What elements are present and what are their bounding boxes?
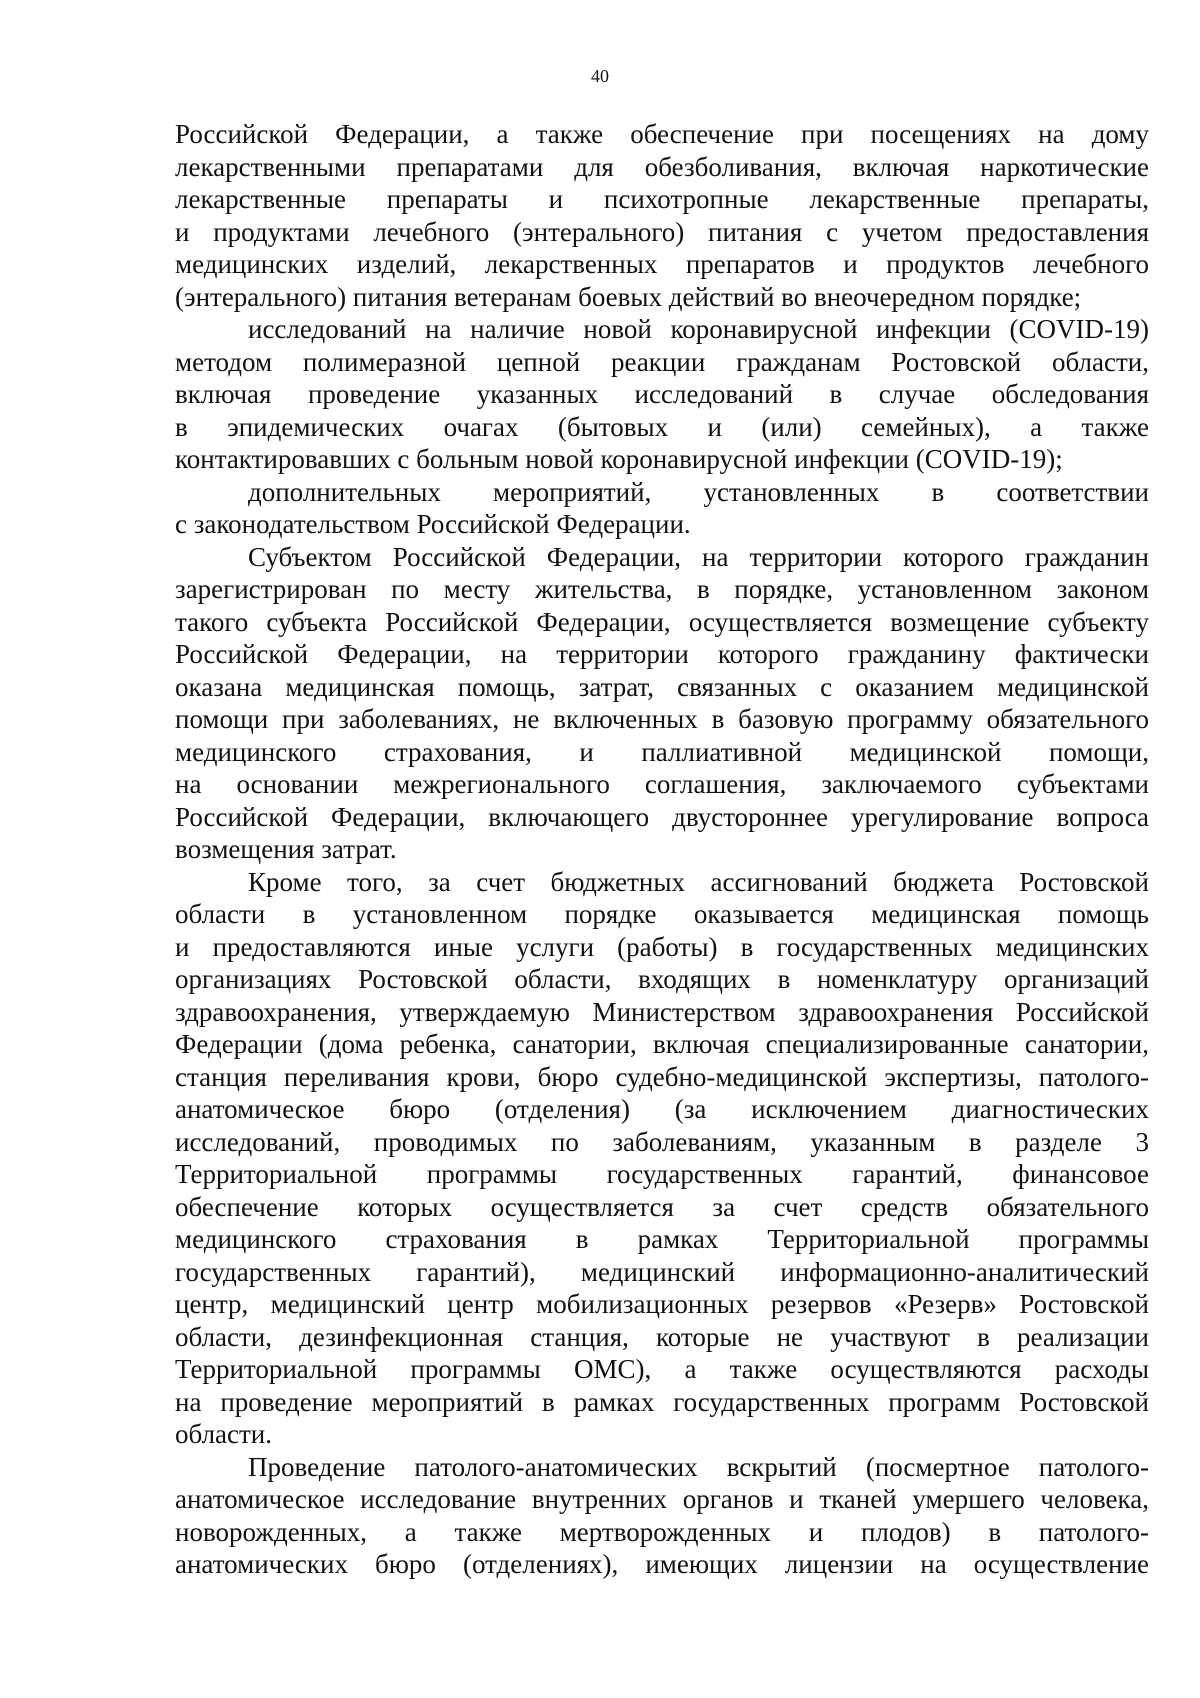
text-line: центр, медицинский центр мобилизационных резервов «Резерв» Ростовской bbox=[175, 1289, 1149, 1319]
text-line: анатомических бюро (отделениях), имеющих лицензии на осуществление bbox=[175, 1549, 1149, 1579]
text-line: дополнительных мероприятий, установленных в соответствии bbox=[248, 476, 1149, 507]
text-line: такого субъекта Российской Федерации, осуществляется возмещение субъекту bbox=[175, 606, 1149, 637]
text-line: Российской Федерации, на территории которого гражданину фактически bbox=[175, 639, 1149, 669]
text-line: и предоставляются иные услуги (работы) в государственных медицинских bbox=[175, 931, 1149, 962]
text-line: оказана медицинская помощь, затрат, связанных с оказанием медицинской bbox=[175, 671, 1149, 702]
text-line: государственных гарантий), медицинский информационно-аналитический bbox=[175, 1256, 1149, 1287]
text-line: Территориальной программы ОМС), а также осуществляются расходы bbox=[175, 1354, 1149, 1384]
text-line: лекарственными препаратами для обезболивания, включая наркотические bbox=[175, 151, 1149, 182]
text-line: здравоохранения, утверждаемую Министерством здравоохранения Российской bbox=[175, 996, 1149, 1027]
text-line: (энтерального) питания ветеранам боевых действий во внеочередном порядке; bbox=[175, 281, 1082, 312]
text-line: лекарственные препараты и психотропные лекарственные препараты, bbox=[175, 184, 1149, 214]
text-line: Проведение патолого-анатомических вскрытий (посмертное патолого- bbox=[248, 1451, 1149, 1482]
text-line: и продуктами лечебного (энтерального) питания с учетом предоставления bbox=[175, 216, 1149, 247]
text-line: области в установленном порядке оказывается медицинская помощь bbox=[175, 899, 1149, 929]
text-line: станция переливания крови, бюро судебно-медицинской экспертизы, патолого- bbox=[175, 1061, 1149, 1092]
text-line: Территориальной программы государственных гарантий, финансовое bbox=[175, 1159, 1149, 1189]
text-line: контактировавших с больным новой коронавирусной инфекции (COVID-19); bbox=[175, 444, 1063, 474]
text-line: возмещения затрат. bbox=[175, 834, 397, 864]
text-line: области, дезинфекционная станция, которые не участвуют в реализации bbox=[175, 1321, 1149, 1352]
text-line: в эпидемических очагах (бытовых и (или) семейных), а также bbox=[175, 411, 1149, 442]
text-line: Кроме того, за счет бюджетных ассигнований бюджета Ростовской bbox=[248, 866, 1149, 897]
text-line: исследований, проводимых по заболеваниям, указанным в разделе 3 bbox=[175, 1126, 1149, 1157]
text-line: области. bbox=[175, 1419, 273, 1449]
text-line: зарегистрирован по месту жительства, в порядке, установленном законом bbox=[175, 574, 1149, 604]
text-line: анатомическое исследование внутренних органов и тканей умершего человека, bbox=[175, 1484, 1149, 1514]
text-line: новорожденных, а также мертворожденных и плодов) в патолого- bbox=[175, 1516, 1149, 1547]
text-line: медицинских изделий, лекарственных препаратов и продуктов лечебного bbox=[175, 249, 1149, 279]
text-line: медицинского страхования, и паллиативной медицинской помощи, bbox=[175, 736, 1149, 767]
text-line: Субъектом Российской Федерации, на территории которого гражданин bbox=[248, 541, 1149, 572]
page-number: 40 bbox=[591, 66, 609, 86]
text-line: помощи при заболеваниях, не включенных в базовую программу обязательного bbox=[175, 704, 1149, 734]
text-line: на основании межрегионального соглашения, заключаемого субъектами bbox=[175, 769, 1149, 799]
text-line: Российской Федерации, а также обеспечение при посещениях на дому bbox=[175, 119, 1149, 149]
text-line: медицинского страхования в рамках Территориальной программы bbox=[175, 1224, 1149, 1254]
text-line: с законодательством Российской Федерации. bbox=[175, 509, 691, 539]
text-line: Российской Федерации, включающего двустороннее урегулирование вопроса bbox=[175, 801, 1149, 832]
text-line: на проведение мероприятий в рамках государственных программ Ростовской bbox=[175, 1386, 1149, 1417]
text-line: организациях Ростовской области, входящих в номенклатуру организаций bbox=[175, 964, 1149, 994]
text-line: Федерации (дома ребенка, санатории, включая специализированные санатории, bbox=[175, 1029, 1149, 1059]
text-line: исследований на наличие новой коронавирусной инфекции (COVID-19) bbox=[248, 314, 1149, 344]
document-body-text bbox=[175, 118, 1149, 1581]
text-line: обеспечение которых осуществляется за счет средств обязательного bbox=[175, 1191, 1149, 1222]
text-line: включая проведение указанных исследований в случае обследования bbox=[175, 379, 1149, 409]
text-line: анатомическое бюро (отделения) (за исключением диагностических bbox=[175, 1094, 1149, 1124]
text-line: методом полимеразной цепной реакции гражданам Ростовской области, bbox=[175, 346, 1149, 377]
